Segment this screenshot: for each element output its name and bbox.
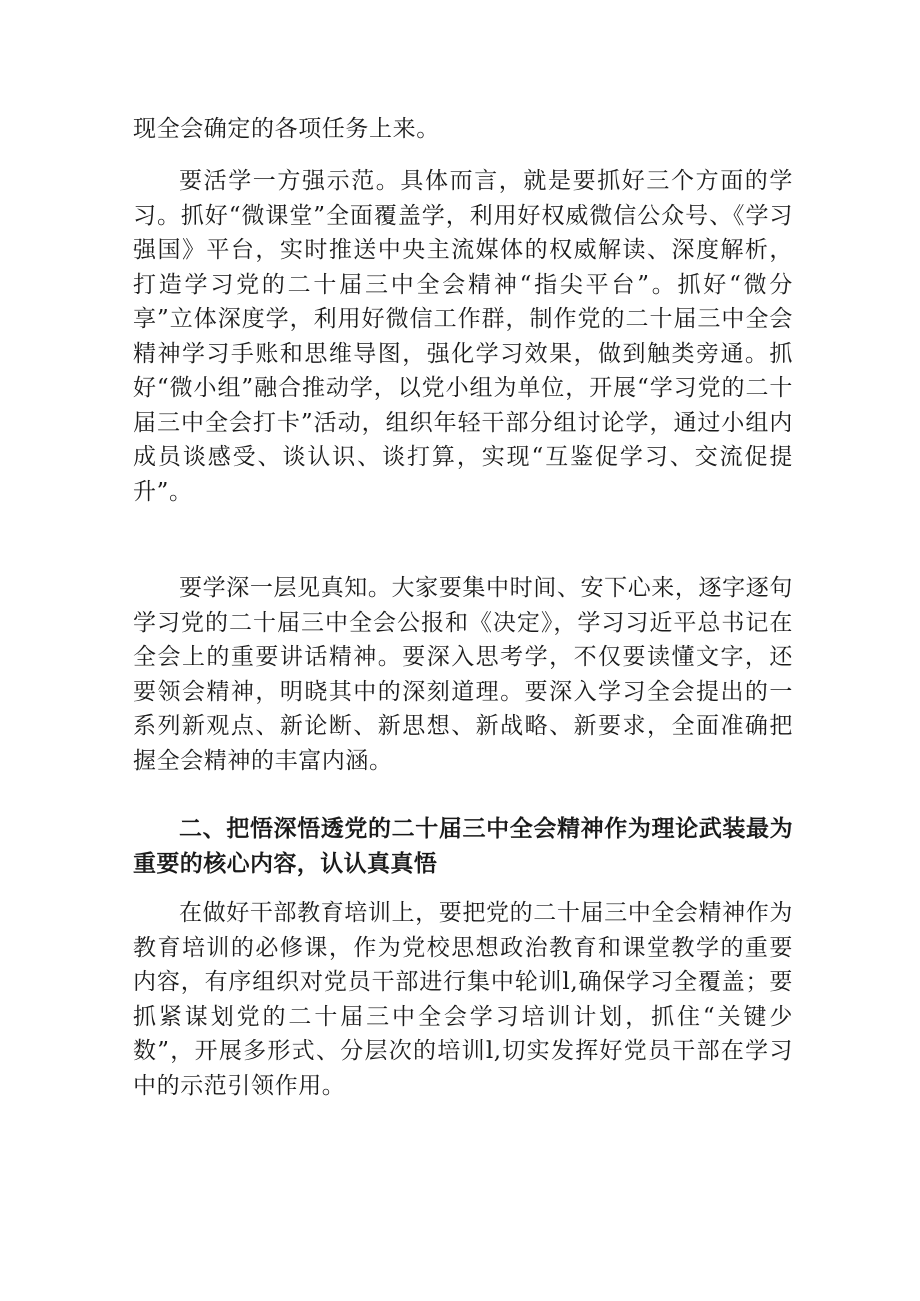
paragraph-active-learning: 要活学一方强示范。具体而言，就是要抓好三个方面的学习。抓好“微课堂”全面覆盖学，利用好权威微信公众号、《学习强国》平台，实时推送中央主流媒体的权威解读、深度解析，打造学习党的二十届三中全会精神“指尖平台”。抓好“微分享”立体深度学，利用好微信工作群，制作党的二十届三中全会精神学习手账和思维导图，强化学习效果，做到触类旁通。抓好“微小组”融合推动学，以党小组为单位，开展“学习党的二十届三中全会打卡”活动，组织年轻干部分组讨论学，通过小组内成员谈感受、谈认识、谈打算，实现“互鉴促学习、交流促提升”。 [133, 168, 793, 505]
paragraph-cadre-training: 在做好干部教育培训上，要把党的二十届三中全会精神作为教育培训的必修课，作为党校思想政治教育和课堂教学的重要内容，有序组织对党员干部进行集中轮训l,确保学习全覆盖；要抓紧谋划党的二十届三中全会学习培训计划，抓住“关键少数”，开展多形式、分层次的培训l,切实发挥好党员干部在学习中的示范引领作用。 [133, 900, 793, 1099]
section-heading-2: 二、把悟深悟透党的二十届三中全会精神作为理论武装最为重要的核心内容，认认真真悟 [133, 816, 793, 877]
paragraph-continuation: 现全会确定的各项任务上来。 [133, 116, 440, 142]
paragraph-deep-learning: 要学深一层见真知。大家要集中时间、安下心来，逐字逐句学习党的二十届三中全会公报和《决定》，学习习近平总书记在全会上的重要讲话精神。要深入思考学，不仅要读懂文字，还要领会精神，明晓其中的深刻道理。要深入学习全会提出的一系列新观点、新论断、新思想、新战略、新要求，全面准确把握全会精神的丰富内涵。 [133, 575, 793, 774]
